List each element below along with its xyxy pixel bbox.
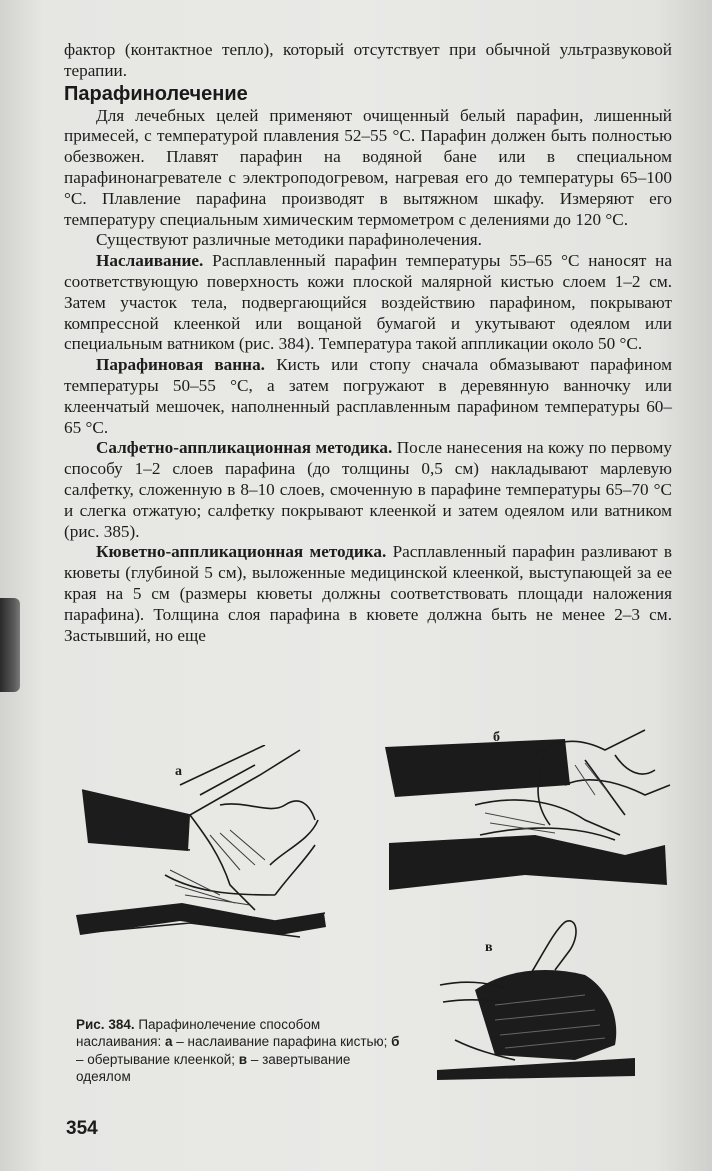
page-edge-tab xyxy=(0,598,20,692)
paragraph-bath xyxy=(64,355,672,438)
paragraph-layering-text: Расплавленный парафин температуры 55–65 °С наносят на соответствующую поверхность кожи плоской малярной кистью слоем 1–2 см. Затем участок тела, подвергающийся воздействию парафином, покрывают компрессной клеенкой или вощаной бумагой и укутывают одеялом или специальным ватником (рис. 384). Температура такой аппликации около 50 °С. xyxy=(64,251,672,354)
paragraph-intro: Для лечебных целей применяют очищенный белый парафин, лишенный примесей, с температурой плавления 52–55 °С. Парафин должен быть полностью обезвожен. Плавят парафин на водяной бане или в специальном парафинонагревателе с электроподогревом, нагревая его до температуры 65–100 °С. Плавление парафина производят в вытяжном шкафу. Измеряют его температуру специальным химическим термометром с делениями до 120 °С. xyxy=(64,105,672,229)
figure-b-illustration xyxy=(385,725,675,895)
caption-text-v: – завертывание одеялом xyxy=(76,1051,351,1085)
figure-label-a: а xyxy=(175,764,182,779)
term-bath: Парафиновая ванна. xyxy=(96,355,265,375)
paragraph-methods: Существуют различные методики парафинолечения. xyxy=(96,230,482,250)
term-napkin: Салфетно-аппликационная методика. xyxy=(96,438,393,458)
term-layering: Наслаивание. xyxy=(96,251,204,271)
paragraph-bath-text: Кисть или стопу сначала обмазывают парафином температуры 50–55 °С, а затем погружают в деревянную ванночку или клеенчатый мешочек, наполненный расплавленным парафином температуры 60–65 °С. xyxy=(64,355,672,437)
paragraph-layering xyxy=(64,251,672,355)
caption-key-a: а xyxy=(164,1034,173,1050)
figure-v-illustration xyxy=(435,910,635,1080)
paragraph-napkin xyxy=(64,438,672,542)
figure-caption xyxy=(76,1016,406,1086)
figure-a-illustration xyxy=(70,745,330,945)
figure-label-v: в xyxy=(485,940,493,955)
caption-key-b: б xyxy=(391,1034,400,1050)
caption-text-b: – обертывание клеенкой; xyxy=(76,1051,239,1067)
paragraph-cuvette-text: Расплавленный парафин разливают в кюветы (глубиной 5 см), выложенные медицинской клеенкой, выступающей за ее края на 5 см (размеры кюветы должны соответствовать площади наложения парафина). Толщина слоя парафина в кювете должна быть не менее 2–3 см. Застывший, но еще xyxy=(64,542,672,645)
section-heading: Парафинолечение xyxy=(64,82,248,105)
page-number: 354 xyxy=(66,1118,98,1139)
caption-text: Парафинолечение способом наслаивания: xyxy=(76,1017,321,1050)
paragraph-napkin-text: После нанесения на кожу по первому способу 1–2 слоев парафина (до толщины 0,5 см) накладывают марлевую салфетку, сложенную в 8–10 слоев, смоченную в парафине температуры 65–70 °С и слегка отжатую; салфетку покрывают клеенкой и затем одеялом или ватником (рис. 385). xyxy=(64,438,672,541)
figure-number: Рис. 384. xyxy=(76,1017,135,1032)
paragraph-continuation: фактор (контактное тепло), который отсутствует при обычной ультразвуковой терапии. xyxy=(64,40,672,80)
caption-text-a: – наслаивание парафина кистью; xyxy=(172,1034,392,1050)
paragraph-cuvette xyxy=(64,542,672,646)
caption-key-v: в xyxy=(238,1051,248,1067)
body-text xyxy=(64,40,672,646)
term-cuvette: Кюветно-аппликационная методика. xyxy=(96,542,387,562)
figure-label-b: б xyxy=(493,730,500,745)
